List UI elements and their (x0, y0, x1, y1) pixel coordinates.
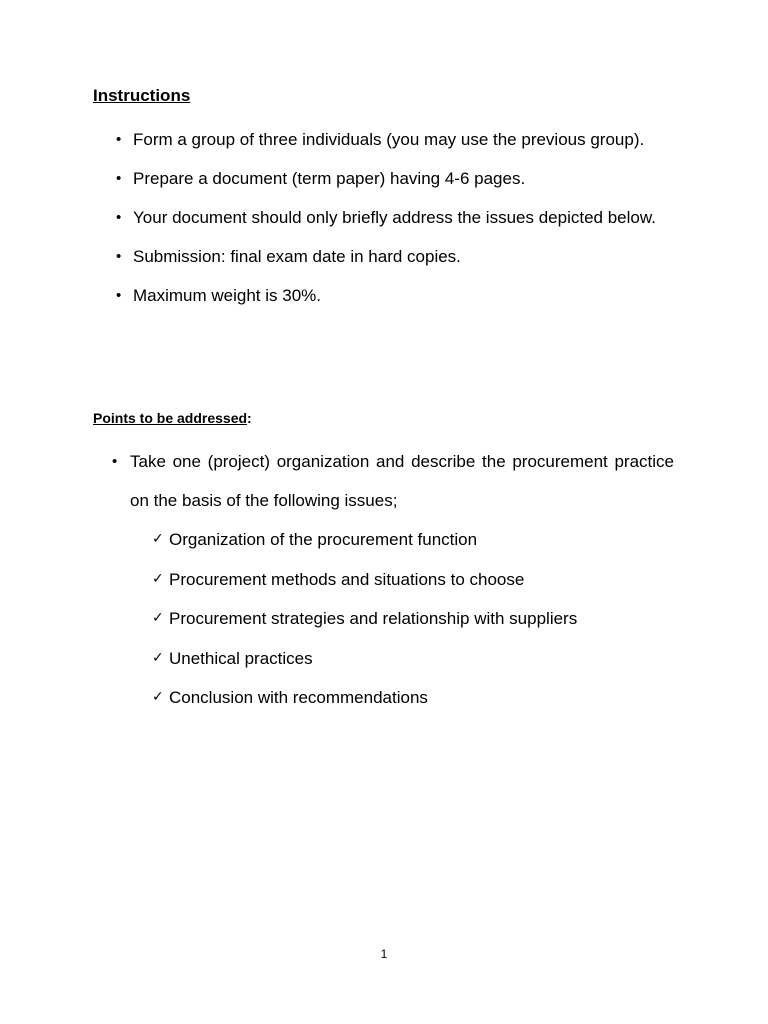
list-item-text: Your document should only briefly address the issues depicted below. (133, 208, 656, 227)
list-item (116, 276, 674, 315)
checklist-item-text: Conclusion with recommendations (169, 688, 428, 707)
bullet-icon: • (112, 453, 118, 470)
issues-checklist (152, 520, 652, 718)
checkmark-icon: ✓ (152, 570, 164, 587)
checklist-item (152, 560, 652, 600)
list-item-text: Form a group of three individuals (you may use the previous group). (133, 130, 645, 149)
checklist-item (152, 639, 652, 679)
list-item (116, 120, 674, 159)
list-item (116, 159, 674, 198)
instructions-list (116, 120, 674, 315)
checklist-item-text: Organization of the procurement function (169, 530, 478, 549)
points-list (112, 442, 674, 520)
list-item-text: Take one (project) organization and describe the procurement practice on the basis of the following issues; (130, 452, 674, 510)
checklist-item (152, 520, 652, 560)
list-item-text: Submission: final exam date in hard copies. (133, 247, 461, 266)
list-item (116, 237, 674, 276)
checklist-item-text: Procurement methods and situations to choose (169, 569, 525, 589)
list-item-text: Maximum weight is 30%. (133, 286, 322, 305)
checkmark-icon: ✓ (152, 649, 164, 666)
checkmark-icon: ✓ (152, 610, 164, 626)
points-heading-text: Points to be addressed (93, 410, 248, 426)
bullet-icon: • (116, 287, 122, 304)
points-heading-colon: : (247, 410, 252, 426)
bullet-icon: • (116, 170, 122, 187)
points-heading (93, 410, 252, 426)
list-item (116, 198, 674, 237)
instructions-heading: Instructions (93, 86, 191, 105)
checkmark-icon: ✓ (152, 531, 164, 547)
page-number: 1 (380, 947, 388, 961)
checklist-item (152, 678, 652, 718)
checkmark-icon: ✓ (152, 689, 164, 705)
list-item (112, 442, 674, 520)
list-item-text: Prepare a document (term paper) having 4-6 pages. (133, 169, 526, 188)
checklist-item-text: Procurement strategies and relationship with suppliers (169, 609, 578, 628)
checklist-item (152, 599, 652, 639)
bullet-icon: • (116, 131, 122, 148)
checklist-item-text: Unethical practices (169, 648, 313, 668)
bullet-icon: • (116, 209, 122, 226)
bullet-icon: • (116, 248, 122, 265)
